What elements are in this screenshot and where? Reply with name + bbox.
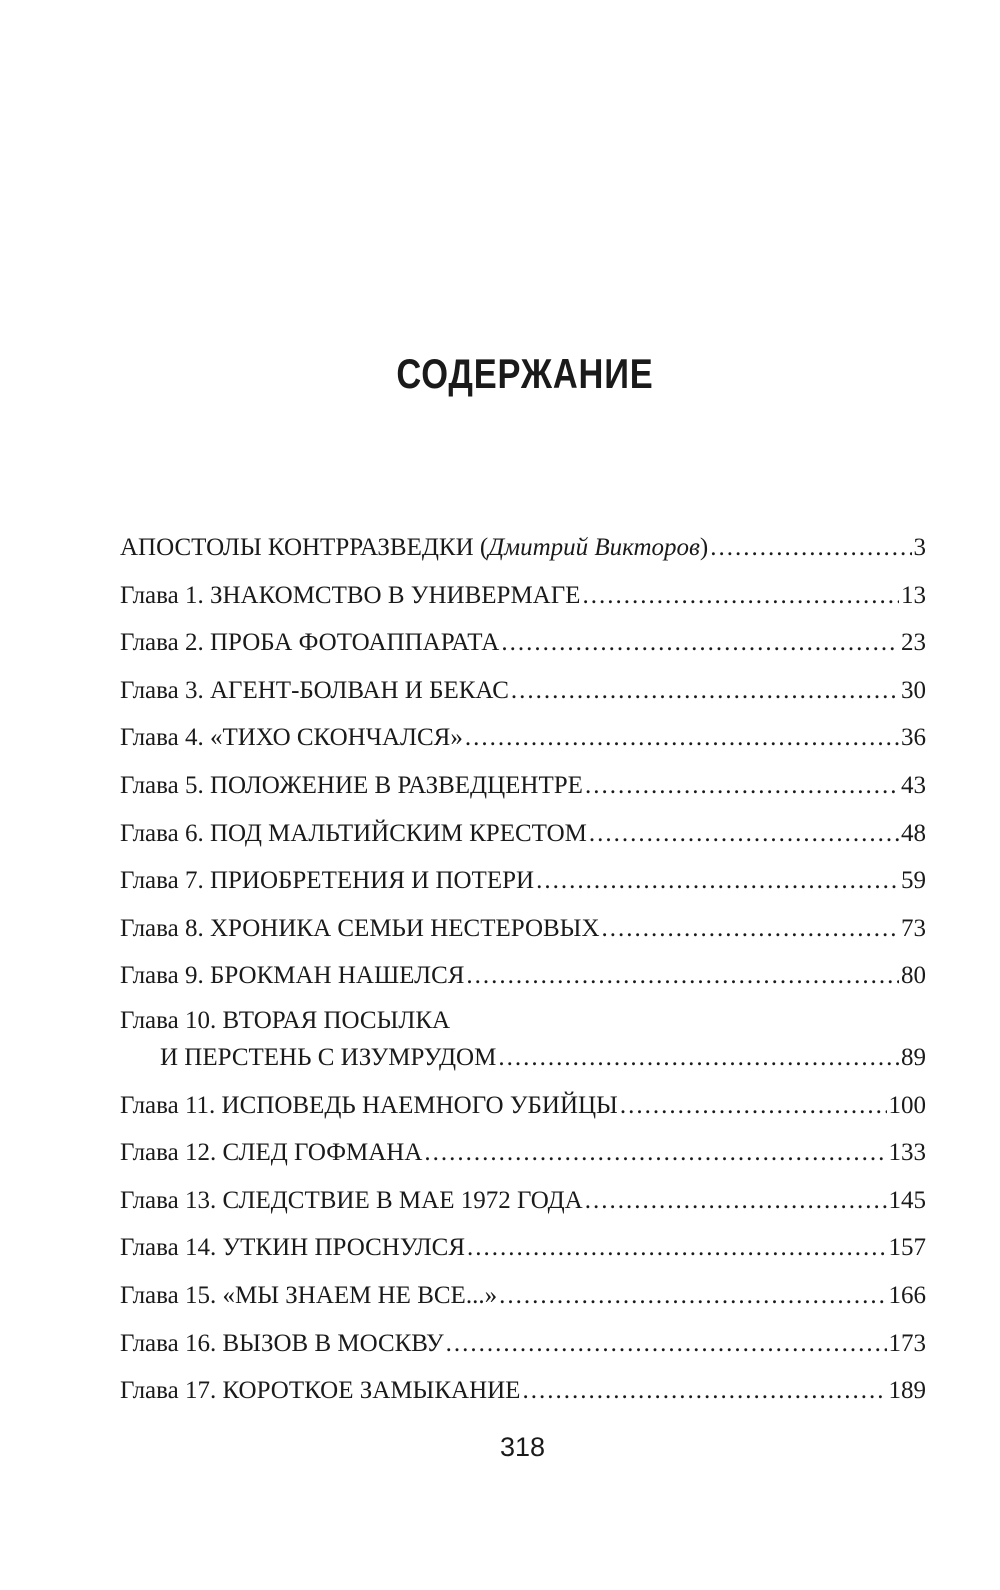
- dot-leader: [589, 814, 899, 854]
- toc-entry: [120, 1324, 926, 1372]
- page-number: 318: [499, 1432, 546, 1462]
- toc-entry-page: 43: [901, 771, 926, 799]
- toc-entry: [120, 814, 926, 862]
- toc-entry-page: 189: [888, 1377, 926, 1405]
- toc-entry-page: 145: [888, 1186, 926, 1214]
- toc-entry-label: Глава 5. ПОЛОЖЕНИЕ В РАЗВЕДЦЕНТРЕ: [120, 771, 583, 799]
- toc-entry-label: Глава 1. ЗНАКОМСТВО В УНИВЕРМАГЕ: [120, 581, 581, 609]
- toc-entry-label: Глава 3. АГЕНТ-БОЛВАН И БЕКАС: [120, 676, 509, 704]
- dot-leader: [602, 909, 899, 949]
- dot-leader: [465, 718, 899, 758]
- toc-entry-label: Глава 12. СЛЕД ГОФМАНА: [120, 1139, 423, 1167]
- toc-entry-label: Глава 6. ПОД МАЛЬТИЙСКИМ КРЕСТОМ: [120, 819, 587, 847]
- dot-leader: [522, 1371, 886, 1411]
- toc-entry-page: 48: [901, 819, 926, 847]
- toc-entry-label: Глава 15. «МЫ ЗНАЕМ НЕ ВСЕ...»: [120, 1281, 498, 1309]
- dot-leader: [620, 1086, 887, 1126]
- dot-leader: [710, 528, 911, 568]
- toc-entry-label: Глава 10. ВТОРАЯ ПОСЫЛКА: [120, 1006, 451, 1034]
- toc-entry-page: 100: [888, 1091, 926, 1119]
- toc-entry-page: 173: [888, 1329, 926, 1357]
- toc-entry-label: Глава 13. СЛЕДСТВИЕ В МАЕ 1972 ГОДА: [120, 1186, 583, 1214]
- table-of-contents: [120, 528, 926, 1419]
- dot-leader: [582, 576, 899, 616]
- dot-leader: [585, 766, 899, 806]
- toc-entry-label: Глава 14. УТКИН ПРОСНУЛСЯ: [120, 1234, 466, 1262]
- toc-entry-page: 13: [901, 581, 926, 609]
- toc-entry-label-cont: И ПЕРСТЕНЬ С ИЗУМРУДОМ: [160, 1043, 497, 1071]
- toc-entry: [120, 718, 926, 766]
- toc-entry: [120, 1086, 926, 1134]
- dot-leader: [511, 671, 899, 711]
- toc-entry-page: 157: [888, 1234, 926, 1262]
- toc-entry-label: Глава 8. ХРОНИКА СЕМЬИ НЕСТЕРОВЫХ: [120, 914, 600, 942]
- toc-entry-label: Глава 17. КОРОТКОЕ ЗАМЫКАНИЕ: [120, 1377, 521, 1405]
- toc-entry-label: АПОСТОЛЫ КОНТРРАЗВЕДКИ (: [120, 534, 489, 561]
- toc-entry: [120, 1371, 926, 1419]
- dot-leader: [585, 1181, 887, 1221]
- toc-entry-label: Глава 4. «ТИХО СКОНЧАЛСЯ»: [120, 724, 463, 752]
- toc-entry-label: Глава 7. ПРИОБРЕТЕНИЯ И ПОТЕРИ: [120, 867, 535, 895]
- toc-entry-close: ): [699, 534, 709, 561]
- toc-entry: [120, 1133, 926, 1181]
- toc-entry-author: Дмитрий Викторов: [488, 534, 700, 561]
- toc-entry: [120, 909, 926, 957]
- toc-entry: [120, 671, 926, 719]
- toc-entry-page: 59: [901, 867, 926, 895]
- toc-entry-label: Глава 2. ПРОБА ФОТОАППАРАТА: [120, 629, 500, 657]
- toc-entry: [120, 861, 926, 909]
- dot-leader: [467, 1228, 886, 1268]
- toc-entry-label: Глава 11. ИСПОВЕДЬ НАЕМНОГО УБИЙЦЫ: [120, 1091, 618, 1119]
- toc-entry-intro: [120, 528, 926, 576]
- toc-entry-page: 133: [888, 1139, 926, 1167]
- dot-leader: [424, 1133, 886, 1173]
- toc-entry: [120, 1181, 926, 1229]
- toc-entry-label: Глава 9. БРОКМАН НАШЕЛСЯ: [120, 962, 465, 990]
- toc-entry-page: 36: [901, 724, 926, 752]
- dot-leader: [498, 1038, 899, 1078]
- toc-entry: [120, 576, 926, 624]
- toc-entry-page: 166: [888, 1281, 926, 1309]
- toc-entry-label: Глава 16. ВЫЗОВ В МОСКВУ: [120, 1329, 444, 1357]
- page-title: СОДЕРЖАНИЕ: [396, 350, 654, 397]
- dot-leader: [499, 1276, 886, 1316]
- dot-leader: [466, 956, 899, 996]
- toc-entry-page: 73: [901, 914, 926, 942]
- dot-leader: [446, 1324, 887, 1364]
- dot-leader: [536, 861, 899, 901]
- toc-entry-page: 30: [901, 676, 926, 704]
- toc-entry: [120, 766, 926, 814]
- toc-entry-page: 80: [901, 962, 926, 990]
- toc-entry: [120, 956, 926, 1004]
- toc-entry-page: 3: [913, 534, 926, 561]
- toc-entry-page: 23: [901, 629, 926, 657]
- toc-entry-10: [120, 1004, 926, 1086]
- toc-entry: [120, 623, 926, 671]
- toc-entry: [120, 1276, 926, 1324]
- dot-leader: [501, 623, 899, 663]
- toc-entry: [120, 1228, 926, 1276]
- toc-entry-page: 89: [901, 1043, 926, 1071]
